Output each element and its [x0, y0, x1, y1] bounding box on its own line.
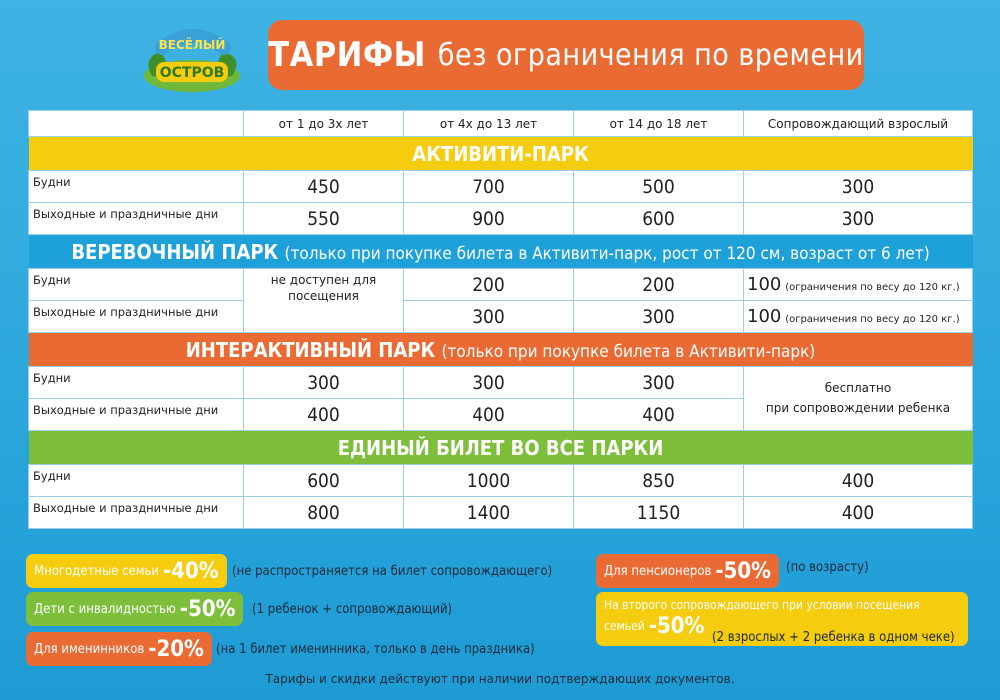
table-header-row	[29, 111, 973, 137]
price-cell: 300	[404, 301, 574, 333]
free-line2: при сопровождении ребенка	[765, 400, 951, 415]
weight-note: (ограничения по весу до 120 кг.)	[785, 282, 960, 293]
discount-note: (по возрасту)	[786, 560, 869, 575]
discount-label: Дети с инвалидностью	[34, 601, 176, 617]
price-cell: 400	[244, 399, 404, 431]
discount-pct: -50%	[179, 596, 236, 622]
price-cell: 1150	[574, 497, 744, 529]
adult-weight-cell	[744, 269, 973, 301]
discount-label-line1: На второго сопровождающего при условии посещения	[604, 597, 920, 612]
table-row	[29, 301, 973, 333]
price-cell: 1400	[404, 497, 574, 529]
table-row	[29, 465, 973, 497]
discount-note: (на 1 билет именинника, только в день праздника)	[216, 642, 535, 657]
discount-note: (2 взрослых + 2 ребенка в одном чеке)	[712, 630, 955, 645]
row-label: Выходные и праздничные дни	[29, 497, 244, 529]
table-row	[29, 171, 973, 203]
price-cell: 300	[244, 367, 404, 399]
price-cell: 800	[244, 497, 404, 529]
discount-large-family	[26, 554, 227, 588]
logo-text-bottom: ОСТРОВ	[159, 65, 225, 81]
discount-note: (1 ребенок + сопровождающий)	[252, 602, 453, 617]
price-table	[28, 110, 973, 529]
discount-label: Многодетные семьи	[34, 563, 160, 579]
section-header-rope	[29, 235, 973, 269]
title-bold: ТАРИФЫ	[268, 35, 426, 75]
discount-pensioners	[596, 554, 779, 588]
price-cell: 1000	[404, 465, 574, 497]
column-header: от 4х до 13 лет	[404, 111, 574, 137]
price-cell: 700	[404, 171, 574, 203]
discount-pct: -40%	[163, 558, 219, 584]
table-row	[29, 367, 973, 399]
price-value: 100	[747, 274, 782, 295]
free-cell	[744, 367, 973, 431]
discount-label: Для пенсионеров	[604, 563, 712, 579]
section-header-activity	[29, 137, 973, 171]
price-cell: 600	[574, 203, 744, 235]
section-note: (только при покупке билета в Активити-парк)	[441, 341, 816, 362]
adult-weight-cell	[744, 301, 973, 333]
table-row	[29, 497, 973, 529]
price-value: 100	[747, 306, 782, 327]
discount-note: (не распространяется на билет сопровождающего)	[232, 564, 553, 579]
section-title: ВЕРЕВОЧНЫЙ ПАРК	[71, 239, 279, 264]
price-cell: 300	[574, 301, 744, 333]
price-cell: 850	[574, 465, 744, 497]
discount-label: Для именинников	[34, 641, 145, 657]
discount-pct: -20%	[148, 636, 204, 662]
section-title: ЕДИНЫЙ БИЛЕТ ВО ВСЕ ПАРКИ	[29, 431, 973, 465]
column-header: Сопровождающий взрослый	[744, 111, 973, 137]
column-header: от 14 до 18 лет	[574, 111, 744, 137]
section-header-interactive	[29, 333, 973, 367]
discount-pct: -50%	[715, 558, 771, 584]
logo-text-top: ВЕСЁЛЫЙ	[158, 38, 226, 52]
section-note: (только при покупке билета в Активити-парк, рост от 120 см, возраст от 6 лет)	[284, 243, 930, 264]
price-cell: 300	[744, 171, 973, 203]
section-title: ИНТЕРАКТИВНЫЙ ПАРК	[185, 337, 436, 362]
price-cell: 400	[744, 465, 973, 497]
row-label: Будни	[29, 171, 244, 203]
page-title	[268, 20, 864, 90]
row-label: Будни	[29, 367, 244, 399]
row-label: Выходные и праздничные дни	[29, 203, 244, 235]
price-cell: 600	[244, 465, 404, 497]
row-label: Выходные и праздничные дни	[29, 399, 244, 431]
footer-note: Тарифы и скидки действуют при наличии подтверждающих документов.	[265, 672, 735, 686]
price-cell: 450	[244, 171, 404, 203]
price-cell: 400	[574, 399, 744, 431]
price-cell: 300	[744, 203, 973, 235]
section-header-single	[29, 431, 973, 465]
price-cell: 300	[574, 367, 744, 399]
header-empty-cell	[29, 111, 244, 137]
discount-disabled	[26, 592, 243, 626]
section-title: АКТИВИТИ-ПАРК	[29, 137, 973, 171]
table-row	[29, 269, 973, 301]
discount-birthday	[26, 632, 212, 666]
discount-pct: -50%	[648, 613, 705, 639]
price-cell: 300	[404, 367, 574, 399]
row-label: Будни	[29, 269, 244, 301]
price-cell: 500	[574, 171, 744, 203]
row-label: Выходные и праздничные дни	[29, 301, 244, 333]
not-available-cell: не доступен для посещения	[244, 269, 404, 333]
column-header: от 1 до 3х лет	[244, 111, 404, 137]
price-cell: 200	[404, 269, 574, 301]
price-cell: 200	[574, 269, 744, 301]
price-cell: 400	[744, 497, 973, 529]
price-cell: 400	[404, 399, 574, 431]
free-line1: бесплатно	[824, 381, 892, 396]
price-cell: 550	[244, 203, 404, 235]
row-label: Будни	[29, 465, 244, 497]
weight-note: (ограничения по весу до 120 кг.)	[785, 314, 960, 325]
title-rest: без ограничения по времени	[437, 37, 864, 73]
table-row	[29, 203, 973, 235]
discount-label-line2: семьей	[604, 619, 645, 633]
price-cell: 900	[404, 203, 574, 235]
logo	[132, 18, 252, 98]
